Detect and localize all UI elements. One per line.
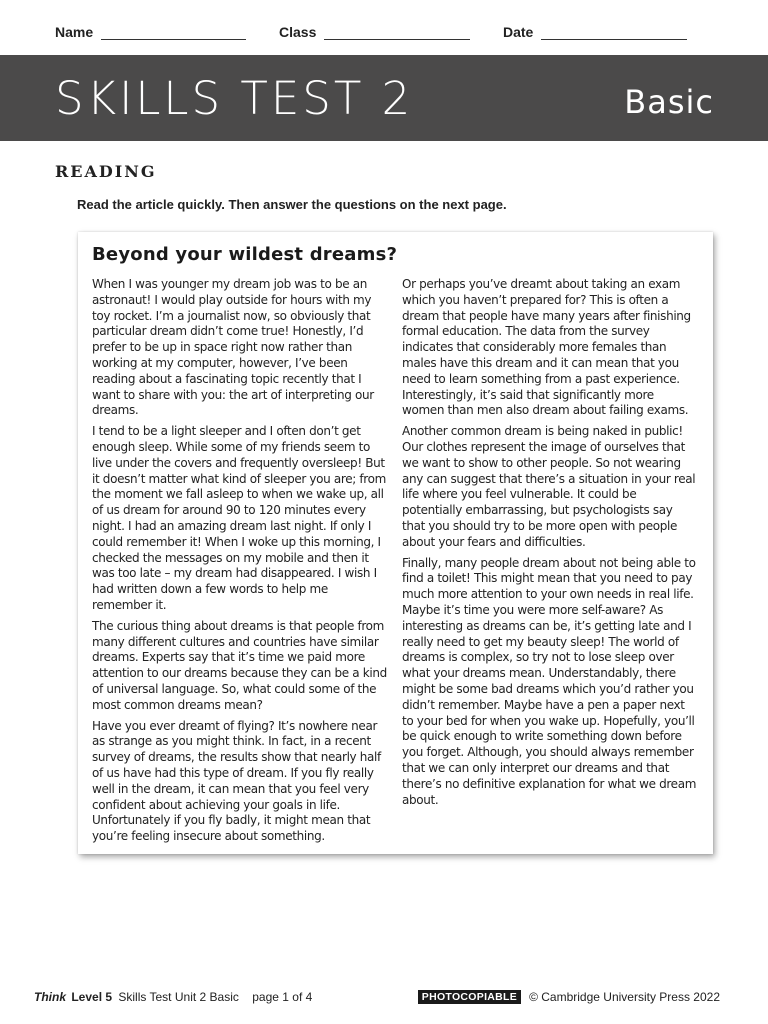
- date-field: [503, 24, 687, 40]
- photocopiable-badge: PHOTOCOPIABLE: [418, 990, 521, 1004]
- paragraph: Finally, many people dream about not being able to find a toilet! This might mean that you need to pay much more attention to your own needs in real life. Maybe it’s time you were more self-aware? As interesting as dreams can be, it’s getting late and I really need to get my beauty sleep! The world of dreams is complex, so try not to lose sleep over what your dreams mean. Understandably, there might be some bad dreams which you’d rather you didn’t remember. Maybe have a pen a paper next to your bed for when you wake up. Hopefully, you’ll be quick enough to write something down before you forget. Although, you should always remember that we can only interpret our dreams and that there’s no definitive explanation for what we dream about.: [402, 555, 697, 807]
- paragraph: The curious thing about dreams is that people from many different cultures and countries have similar dreams. Experts say that it’s time we paid more attention to our dreams because they can be a kind of universal language. So, what could some of the most common dreams mean?: [92, 618, 387, 712]
- paragraph: Have you ever dreamt of flying? It’s nowhere near as strange as you might think. In fact, in a recent survey of dreams, the results show that nearly half of us have had this type of dream. If you fly really well in the dream, it can mean that you feel very confident about achieving your goals in life. Unfortunately if you fly badly, it might mean that you’re feeling insecure about something.: [92, 718, 381, 844]
- article-column-right: [402, 277, 698, 813]
- footer-right: [418, 990, 720, 1004]
- date-line[interactable]: [541, 27, 687, 40]
- section-heading: READING: [55, 162, 157, 181]
- paragraph: Another common dream is being naked in public! Our clothes represent the image of ourselves that we want to show to other people. So not wearing any can suggest that there’s a situation in your real life where you feel vulnerable. It could be potentially embarrassing, but psychologists say that you should try to be more open with people about your fears and difficulties.: [402, 424, 696, 549]
- article-column-left: [92, 277, 388, 850]
- name-line[interactable]: [101, 27, 246, 40]
- footer-copyright: © Cambridge University Press 2022: [529, 990, 720, 1004]
- footer-test-name: Skills Test Unit 2 Basic: [118, 990, 239, 1004]
- article-box: [78, 232, 713, 854]
- footer-level: Level 5: [71, 990, 113, 1004]
- footer-left: [34, 990, 312, 1004]
- test-title: SKILLS TEST 2: [55, 72, 414, 125]
- article-title: Beyond your wildest dreams?: [92, 244, 398, 265]
- footer-page-number: page 1 of 4: [252, 990, 313, 1004]
- name-field: [55, 24, 246, 40]
- name-label: Name: [55, 24, 94, 40]
- test-level: Basic: [624, 83, 714, 121]
- instruction-text: Read the article quickly. Then answer the questions on the next page.: [77, 197, 507, 212]
- date-label: Date: [503, 24, 534, 40]
- paragraph: When I was younger my dream job was to be an astronaut! I would play outside for hours with my toy rocket. I’m a journalist now, so obviously that particular dream didn’t come true! Honestly, I’d prefer to be up in space right now rather than working at my computer, however, I’ve been reading about a fascinating topic recently that I want to share with you: the art of interpreting our dreams.: [92, 277, 374, 418]
- paragraph: Or perhaps you’ve dreamt about taking an exam which you haven’t prepared for? This is often a dream that people have many years after finishing formal education. The data from the survey indicates that considerably more females than males have this dream and it can mean that you need to learn something from a past experience. Interestingly, it’s said that significantly more women than men also dream about failing exams.: [402, 277, 691, 418]
- class-label: Class: [279, 24, 317, 40]
- paragraph: I tend to be a light sleeper and I often don’t get enough sleep. While some of my friends seem to live under the covers and frequently oversleep! But it doesn’t matter what kind of sleeper you are; from the moment we fall asleep to when we wake up, all of us dream for around 90 to 120 minutes every night. I had an amazing dream last night. If only I could remember it! When I woke up this morning, I checked the messages on my mobile and then it was too late – my dream had disappeared. I wish I had written down a few words to help me remember it.: [92, 424, 386, 612]
- footer-brand: Think: [34, 990, 66, 1004]
- class-field: [279, 24, 470, 40]
- title-banner: [0, 55, 768, 141]
- student-info-fields: [55, 24, 695, 44]
- class-line[interactable]: [324, 27, 470, 40]
- page-footer: [34, 990, 720, 1006]
